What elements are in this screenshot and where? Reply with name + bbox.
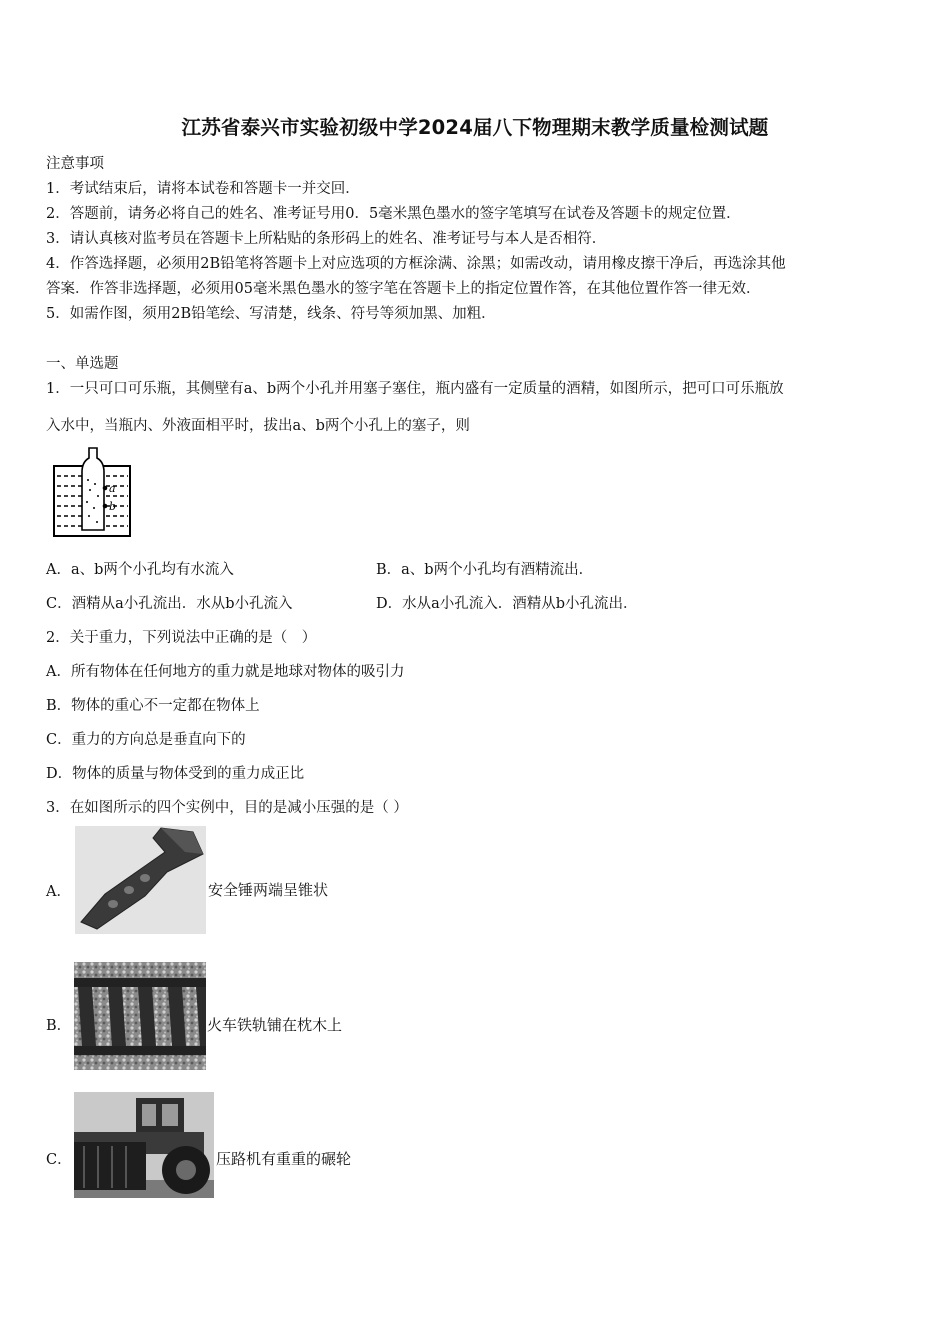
q3-option-b-caption: 火车铁轨铺在枕木上 [207, 1016, 343, 1034]
q1-option-c: C．酒精从a小孔流出．水从b小孔流入 [46, 596, 293, 612]
notice-item: 3．请认真核对监考员在答题卡上所粘贴的条形码上的姓名、准考证号与本人是否相符． [46, 231, 607, 247]
q3-option-a-caption: 安全锤两端呈锥状 [208, 881, 329, 899]
notice-item: 1．考试结束后，请将本试卷和答题卡一并交回． [46, 181, 360, 197]
q3-option-c-letter: C． [46, 1152, 72, 1168]
hole-b-label: b [109, 500, 117, 513]
q3-option-a-letter: A． [46, 884, 71, 900]
notice-item: 4．作答选择题，必须用2B铅笔将答题卡上对应选项的方框涂满、涂黑；如需改动，请用橡皮擦干净后，再选涂其他 [46, 256, 786, 272]
section-heading: 一、单选题 [46, 356, 119, 372]
q3-option-c-caption: 压路机有重重的碾轮 [216, 1150, 352, 1168]
q2-option-c: C．重力的方向总是垂直向下的 [46, 732, 246, 748]
question-1-stem-line1: 1．一只可口可乐瓶，其侧壁有a、b两个小孔并用塞子塞住，瓶内盛有一定质量的酒精，如图所示，把可口可乐瓶放 [46, 381, 784, 397]
question-2-stem: 2．关于重力，下列说法中正确的是（ ） [46, 630, 317, 646]
notice-item: 2．答题前，请务必将自己的姓名、准考证号用0．5毫米黑色墨水的签字笔填写在试卷及答题卡的规定位置． [46, 206, 741, 222]
q1-option-b: B．a、b两个小孔均有酒精流出． [376, 562, 594, 578]
q2-option-a: A．所有物体在任何地方的重力就是地球对物体的吸引力 [46, 664, 405, 680]
railway-sleepers-image [74, 962, 206, 1070]
notice-item: 答案．作答非选择题，必须用05毫米黑色墨水的签字笔在答题卡上的指定位置作答，在其他位置作答一律无效． [46, 281, 761, 297]
q1-option-a: A．a、b两个小孔均有水流入 [46, 562, 234, 578]
q3-option-b-letter: B． [46, 1018, 72, 1034]
exam-title: 江苏省泰兴市实验初级中学2024届八下物理期末教学质量检测试题 [181, 116, 769, 139]
bottle-in-water-figure [52, 444, 136, 538]
question-1-stem-line2: 入水中，当瓶内、外液面相平时，拔出a、b两个小孔上的塞子，则 [46, 418, 470, 434]
notice-heading: 注意事项 [46, 156, 104, 172]
q1-option-d: D．水从a小孔流入．酒精从b小孔流出． [376, 596, 638, 612]
question-3-stem: 3．在如图所示的四个实例中，目的是减小压强的是（ ） [46, 800, 408, 816]
hole-a-label: a [109, 482, 116, 495]
notice-item: 5．如需作图，须用2B铅笔绘、写清楚，线条、符号等须加黑、加粗． [46, 306, 496, 322]
q2-option-d: D．物体的质量与物体受到的重力成正比 [46, 766, 305, 782]
q2-option-b: B．物体的重心不一定都在物体上 [46, 698, 260, 714]
road-roller-image [74, 1092, 214, 1198]
safety-hammer-image [75, 826, 206, 934]
